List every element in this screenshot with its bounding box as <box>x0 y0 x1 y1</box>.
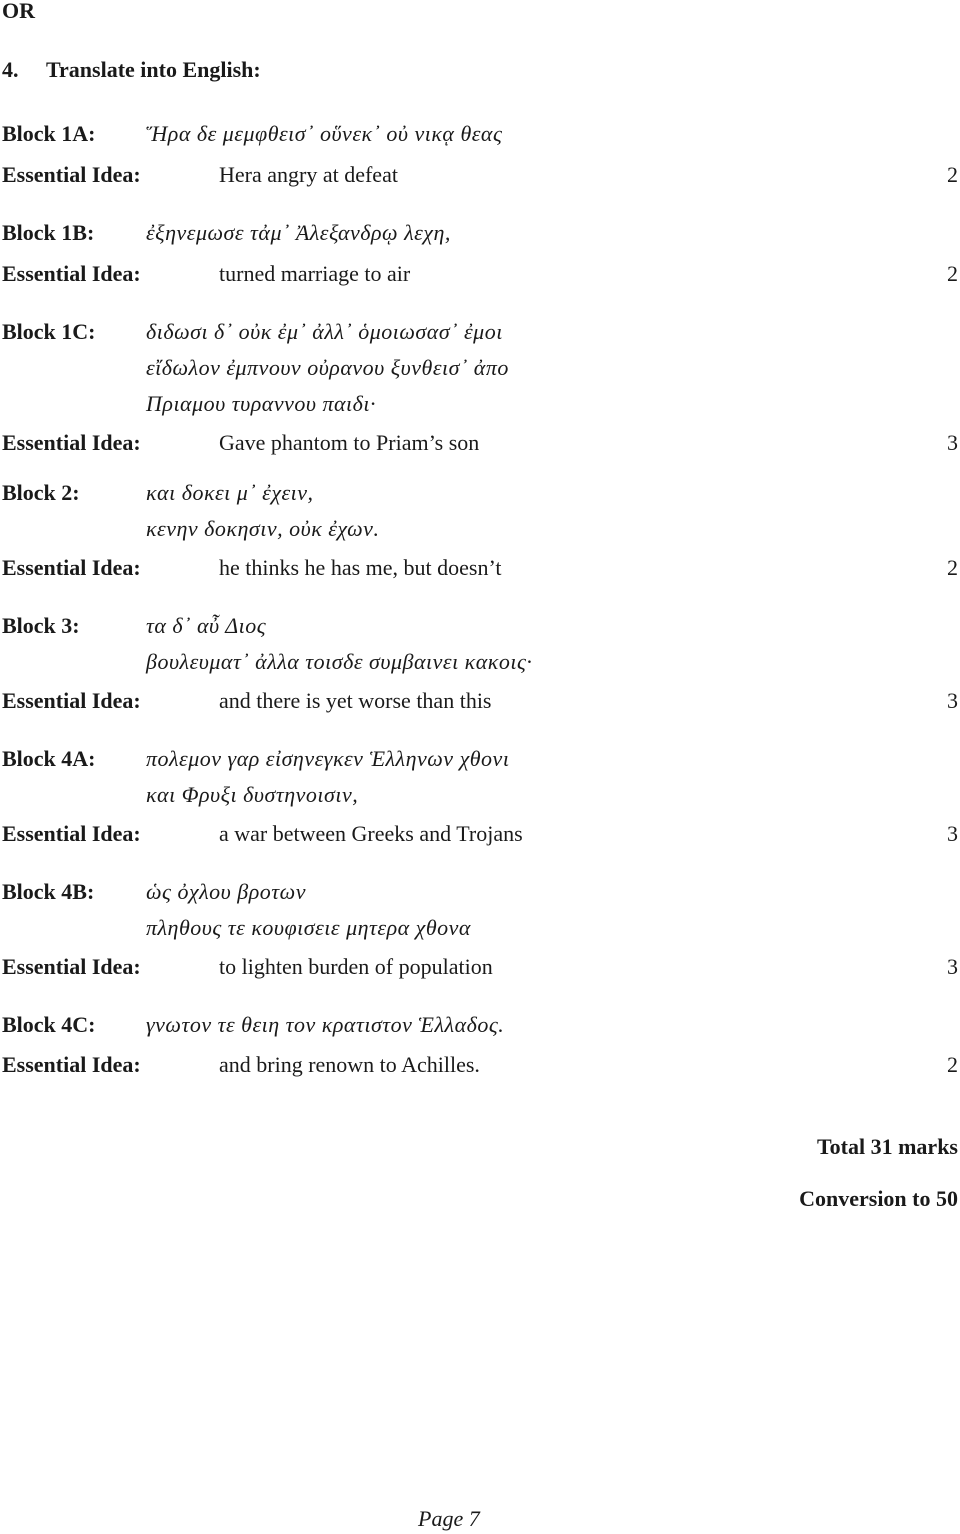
essential-idea-text: turned marriage to air <box>219 261 411 286</box>
essential-idea-text: and bring renown to Achilles. <box>219 1052 480 1077</box>
block-label: Block 4A: <box>2 746 96 771</box>
total-marks: Total 31 marks <box>817 1134 958 1159</box>
greek-line: πληθους τε κουφισειε μητερα χθονα <box>146 915 471 940</box>
essential-idea-text: a war between Greeks and Trojans <box>219 821 523 846</box>
essential-idea-label: Essential Idea: <box>2 1052 141 1077</box>
question-number: 4. <box>2 57 19 82</box>
block-label: Block 1B: <box>2 220 95 245</box>
essential-idea-text: to lighten burden of population <box>219 954 493 979</box>
essential-idea-label: Essential Idea: <box>2 261 141 286</box>
greek-line: κενην δοκησιν, οὐκ ἐχων. <box>146 516 380 541</box>
greek-line: ὡς ὀχλου βροτων <box>146 879 306 904</box>
essential-idea-text: Gave phantom to Priam’s son <box>219 430 480 455</box>
essential-idea-label: Essential Idea: <box>2 555 141 580</box>
greek-line: ἐξηνεμωσε τἀμ᾽ Ἀλεξανδρῳ λεχη, <box>146 220 451 245</box>
marks-value: 3 <box>947 821 958 846</box>
essential-idea-text: and there is yet worse than this <box>219 688 492 713</box>
marks-value: 2 <box>947 261 958 286</box>
marks-value: 3 <box>947 954 958 979</box>
greek-line: Πριαμου τυραννου παιδι· <box>146 391 376 416</box>
question-instruction: Translate into English: <box>46 57 261 82</box>
greek-line: και Φρυξι δυστηνοισιν, <box>146 782 359 807</box>
block-label: Block 3: <box>2 613 80 638</box>
essential-idea-label: Essential Idea: <box>2 688 141 713</box>
essential-idea-label: Essential Idea: <box>2 430 141 455</box>
essential-idea-label: Essential Idea: <box>2 821 141 846</box>
greek-line: και δοκει μ᾽ ἐχειν, <box>146 480 314 505</box>
greek-line: πολεμον γαρ εἰσηνεγκεν Ἑλληνων χθονι <box>146 746 510 771</box>
greek-line: διδωσι δ᾽ οὐκ ἐμ᾽ ἀλλ᾽ ὁμοιωσασ᾽ ἐμοι <box>146 319 503 344</box>
or-label: OR <box>2 0 35 23</box>
marks-value: 2 <box>947 162 958 187</box>
marks-value: 2 <box>947 1052 958 1077</box>
greek-line: εἴδωλον ἐμπνουν οὐρανου ξυνθεισ᾽ ἀπο <box>146 355 509 380</box>
greek-line: γνωτον τε θειη τον κρατιστον Ἑλλαδος. <box>146 1012 505 1037</box>
greek-line: Ἥρα δε μεμφθεισ᾽ οὕνεκ᾽ οὐ νικᾳ θεας <box>146 121 503 146</box>
marks-value: 2 <box>947 555 958 580</box>
greek-line: τα δ᾽ αὖ Διος <box>146 613 267 638</box>
essential-idea-label: Essential Idea: <box>2 162 141 187</box>
block-label: Block 4C: <box>2 1012 96 1037</box>
block-label: Block 1A: <box>2 121 96 146</box>
marks-value: 3 <box>947 430 958 455</box>
essential-idea-label: Essential Idea: <box>2 954 141 979</box>
essential-idea-text: Hera angry at defeat <box>219 162 398 187</box>
marks-value: 3 <box>947 688 958 713</box>
conversion-note: Conversion to 50 <box>799 1186 958 1211</box>
page-number: Page 7 <box>418 1506 480 1531</box>
block-label: Block 1C: <box>2 319 96 344</box>
block-label: Block 2: <box>2 480 80 505</box>
essential-idea-text: he thinks he has me, but doesn’t <box>219 555 502 580</box>
block-label: Block 4B: <box>2 879 95 904</box>
greek-line: βουλευματ᾽ ἀλλα τοισδε συμβαινει κακοις· <box>146 649 533 674</box>
